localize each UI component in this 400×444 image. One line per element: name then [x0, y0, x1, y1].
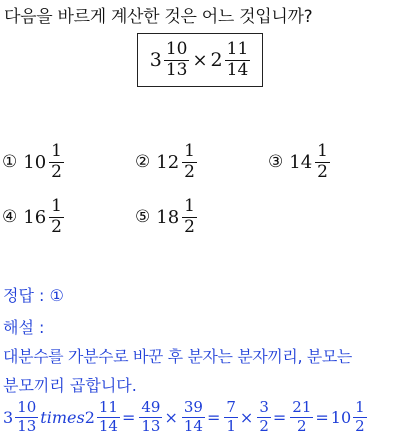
sol-den-4: 14: [183, 416, 203, 435]
option-mark: ④: [2, 207, 18, 228]
sol-den-6: 2: [259, 416, 269, 435]
result-num: 1: [355, 398, 365, 416]
option-numerator: 1: [51, 196, 62, 216]
option-mark: ①: [2, 152, 18, 173]
option-denominator: 2: [184, 216, 195, 237]
equals-sign: =: [315, 407, 329, 427]
option-4[interactable]: [2, 198, 64, 237]
denominator-a: 13: [165, 59, 188, 80]
numerator-b: 11: [226, 38, 249, 59]
option-denominator: 2: [317, 161, 328, 182]
explanation-line-1: 대분수를 가분수로 바꾼 후 분자는 분자끼리, 분모는: [3, 347, 352, 366]
option-5[interactable]: [135, 198, 197, 237]
option-whole: 12: [156, 151, 180, 173]
option-mark: ②: [135, 152, 151, 173]
answer-value: ①: [49, 286, 64, 305]
equals-sign: =: [272, 407, 287, 427]
sol-frac-5: [224, 400, 238, 435]
option-whole: 14: [289, 151, 313, 173]
multiply-sign: ×: [239, 407, 254, 427]
multiply-sign: ×: [164, 407, 178, 427]
fraction-b: [225, 38, 251, 80]
option-denominator: 2: [51, 216, 62, 237]
option-denominator: 2: [184, 161, 195, 182]
option-whole: 16: [23, 206, 47, 228]
sol-num-4: 39: [183, 398, 203, 416]
sol-whole-1: 3: [3, 407, 14, 427]
sol-num-2: 11: [98, 398, 118, 416]
result-whole: 10: [330, 407, 352, 427]
numerator-a: 10: [165, 38, 188, 59]
sol-frac-4: [182, 400, 205, 435]
sol-num-1: 10: [17, 398, 37, 416]
denominator-b: 14: [226, 59, 249, 80]
equals-sign: =: [121, 407, 136, 427]
whole-a: 3: [149, 49, 162, 71]
sol-num-6: 3: [259, 398, 269, 416]
fraction-a: [164, 38, 190, 80]
sol-den-3: 13: [141, 416, 161, 435]
option-1[interactable]: [2, 143, 64, 182]
sol-frac-6: [257, 400, 271, 435]
option-fraction: [49, 143, 64, 182]
sol-num-3: 49: [141, 398, 161, 416]
option-numerator: 1: [51, 141, 62, 161]
times-word: times: [40, 407, 85, 427]
mixed-number-a: [149, 38, 190, 80]
option-fraction: [182, 143, 197, 182]
option-numerator: 1: [317, 141, 328, 161]
option-denominator: 2: [51, 161, 62, 182]
sol-den-2: 14: [98, 416, 118, 435]
sol-frac-7: [290, 400, 313, 435]
sol-den-7: 2: [297, 416, 307, 435]
sol-den-5: 1: [226, 416, 236, 435]
option-numerator: 1: [184, 141, 195, 161]
option-mark: ③: [268, 152, 284, 173]
answer-label: 정답 :: [3, 286, 45, 305]
option-mark: ⑤: [135, 207, 151, 228]
expression: [138, 34, 262, 86]
option-3[interactable]: [268, 143, 330, 182]
result-fraction: [353, 400, 367, 435]
option-numerator: 1: [184, 196, 195, 216]
option-whole: 10: [23, 151, 47, 173]
sol-frac-2: [97, 400, 120, 435]
answer-row: [3, 283, 64, 306]
whole-b: 2: [210, 49, 223, 71]
question-text: 다음을 바르게 계산한 것은 어느 것입니까?: [4, 7, 313, 27]
option-fraction: [182, 198, 197, 237]
explanation-line-2: 분모끼리 곱합니다.: [3, 376, 137, 395]
explanation-label: 해설 :: [3, 318, 45, 337]
multiply-sign: ×: [192, 49, 208, 71]
sol-frac-1: [15, 400, 38, 435]
option-whole: 18: [156, 206, 180, 228]
solution-expression: [3, 400, 367, 435]
option-fraction: [315, 143, 330, 182]
equals-sign: =: [206, 407, 221, 427]
sol-num-5: 7: [226, 398, 236, 416]
result-den: 2: [355, 416, 365, 435]
expression-box: [137, 33, 263, 87]
sol-den-1: 13: [17, 416, 37, 435]
option-fraction: [49, 198, 64, 237]
option-2[interactable]: [135, 143, 197, 182]
mixed-number-b: [210, 38, 251, 80]
sol-num-7: 21: [292, 398, 312, 416]
sol-frac-3: [139, 400, 162, 435]
sol-whole-2: 2: [84, 407, 95, 427]
